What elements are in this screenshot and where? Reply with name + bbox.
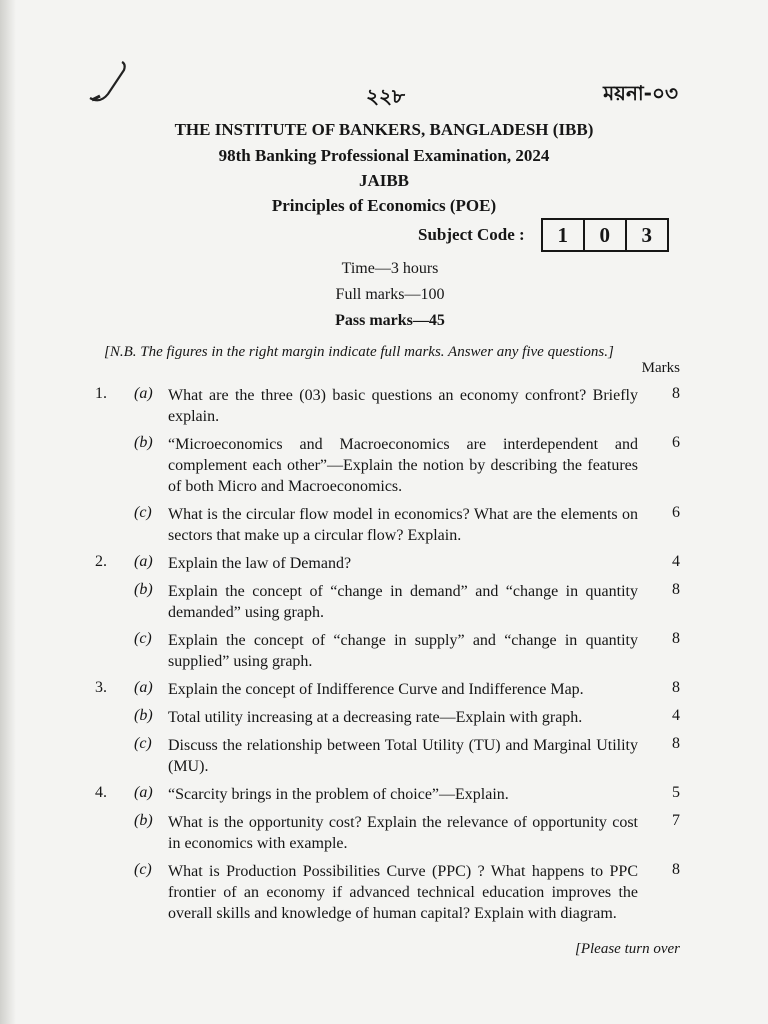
part-text: Explain the law of Demand?	[168, 555, 352, 572]
question-3	[0, 679, 768, 777]
question-number: 3.	[95, 679, 107, 696]
institute-title: THE INSTITUTE OF BANKERS, BANGLADESH (IBB)	[174, 120, 594, 139]
question-part	[0, 679, 768, 700]
subject-code-box	[541, 218, 669, 252]
part-text: Explain the concept of “change in supply” and “change in quantity supplied” using graph.	[168, 632, 638, 670]
part-label: (b)	[134, 707, 153, 724]
marks-column-header: Marks	[641, 360, 680, 376]
subject-code-digit: 3	[641, 223, 652, 247]
part-marks: 7	[672, 812, 680, 829]
question-number: 1.	[95, 385, 107, 402]
question-part	[0, 784, 768, 805]
subject-code-digit: 1	[543, 220, 585, 250]
part-label: (b)	[134, 581, 153, 598]
question-part	[0, 385, 768, 427]
pass-marks: Pass marks—45	[335, 312, 445, 329]
part-label: (a)	[134, 385, 153, 402]
part-marks: 4	[672, 707, 680, 724]
part-label: (c)	[134, 735, 152, 752]
part-label: (b)	[134, 434, 153, 451]
full-marks: Full marks—100	[335, 286, 445, 303]
part-marks: 8	[672, 679, 680, 696]
part-marks: 8	[672, 861, 680, 878]
part-label: (a)	[134, 784, 153, 801]
part-marks: 6	[672, 434, 680, 451]
part-text: “Microeconomics and Macroeconomics are interdependent and complement each other”—Explain the notion by describing the features of both Micro and Macroeconomics.	[168, 436, 638, 495]
part-label: (c)	[134, 630, 152, 647]
part-label: (a)	[134, 553, 153, 570]
question-part	[0, 504, 768, 546]
set-label: ময়না-০৩	[603, 81, 678, 105]
question-4	[0, 784, 768, 924]
please-turn-over-note: [Please turn over	[575, 941, 680, 957]
part-marks: 5	[672, 784, 680, 801]
question-part	[0, 553, 768, 574]
part-text: What is the opportunity cost? Explain the relevance of opportunity cost in economics with example.	[168, 814, 638, 852]
instructions-note: [N.B. The figures in the right margin indicate full marks. Answer any five questions.]	[104, 344, 614, 360]
subject-code-row	[418, 218, 669, 252]
part-marks: 8	[672, 630, 680, 647]
part-text: “Scarcity brings in the problem of choice”—Explain.	[168, 786, 509, 803]
part-marks: 8	[672, 581, 680, 598]
exam-title: 98th Banking Professional Examination, 2024	[218, 146, 550, 165]
question-part	[0, 434, 768, 497]
question-part	[0, 581, 768, 623]
part-marks: 6	[672, 504, 680, 521]
question-list	[0, 385, 768, 931]
subject-code-digit: 0	[585, 220, 627, 250]
question-2	[0, 553, 768, 672]
question-1	[0, 385, 768, 546]
part-label: (a)	[134, 679, 153, 696]
pencil-scribble-mark	[88, 60, 138, 110]
exam-level: JAIBB	[358, 171, 410, 190]
part-label: (c)	[134, 861, 152, 878]
time-allowed: Time—3 hours	[341, 260, 439, 277]
question-part	[0, 861, 768, 924]
part-text: Total utility increasing at a decreasing rate—Explain with graph.	[168, 709, 583, 726]
subject-title: Principles of Economics (POE)	[271, 196, 497, 215]
subject-code-label: Subject Code :	[418, 225, 525, 244]
part-label: (b)	[134, 812, 153, 829]
part-label: (c)	[134, 504, 152, 521]
question-part	[0, 630, 768, 672]
part-text: What is the circular flow model in economics? What are the elements on sectors that make up a circular flow? Explain.	[168, 506, 638, 544]
question-part	[0, 707, 768, 728]
question-part	[0, 735, 768, 777]
part-marks: 8	[672, 385, 680, 402]
part-text: What is Production Possibilities Curve (PPC) ? What happens to PPC frontier of an economy if advanced technical education improves the overall skills and knowledge of human capital? Explain with diagram.	[168, 863, 638, 922]
part-text: Explain the concept of “change in demand” and “change in quantity demanded” using graph.	[168, 583, 638, 621]
page-number: ২২৮	[366, 84, 405, 108]
question-number: 2.	[95, 553, 107, 570]
part-marks: 8	[672, 735, 680, 752]
question-number: 4.	[95, 784, 107, 801]
part-text: Discuss the relationship between Total Utility (TU) and Marginal Utility (MU).	[168, 737, 638, 775]
part-text: Explain the concept of Indifference Curve and Indifference Map.	[168, 681, 584, 698]
part-text: What are the three (03) basic questions an economy confront? Briefly explain.	[168, 387, 638, 425]
part-marks: 4	[672, 553, 680, 570]
question-part	[0, 812, 768, 854]
